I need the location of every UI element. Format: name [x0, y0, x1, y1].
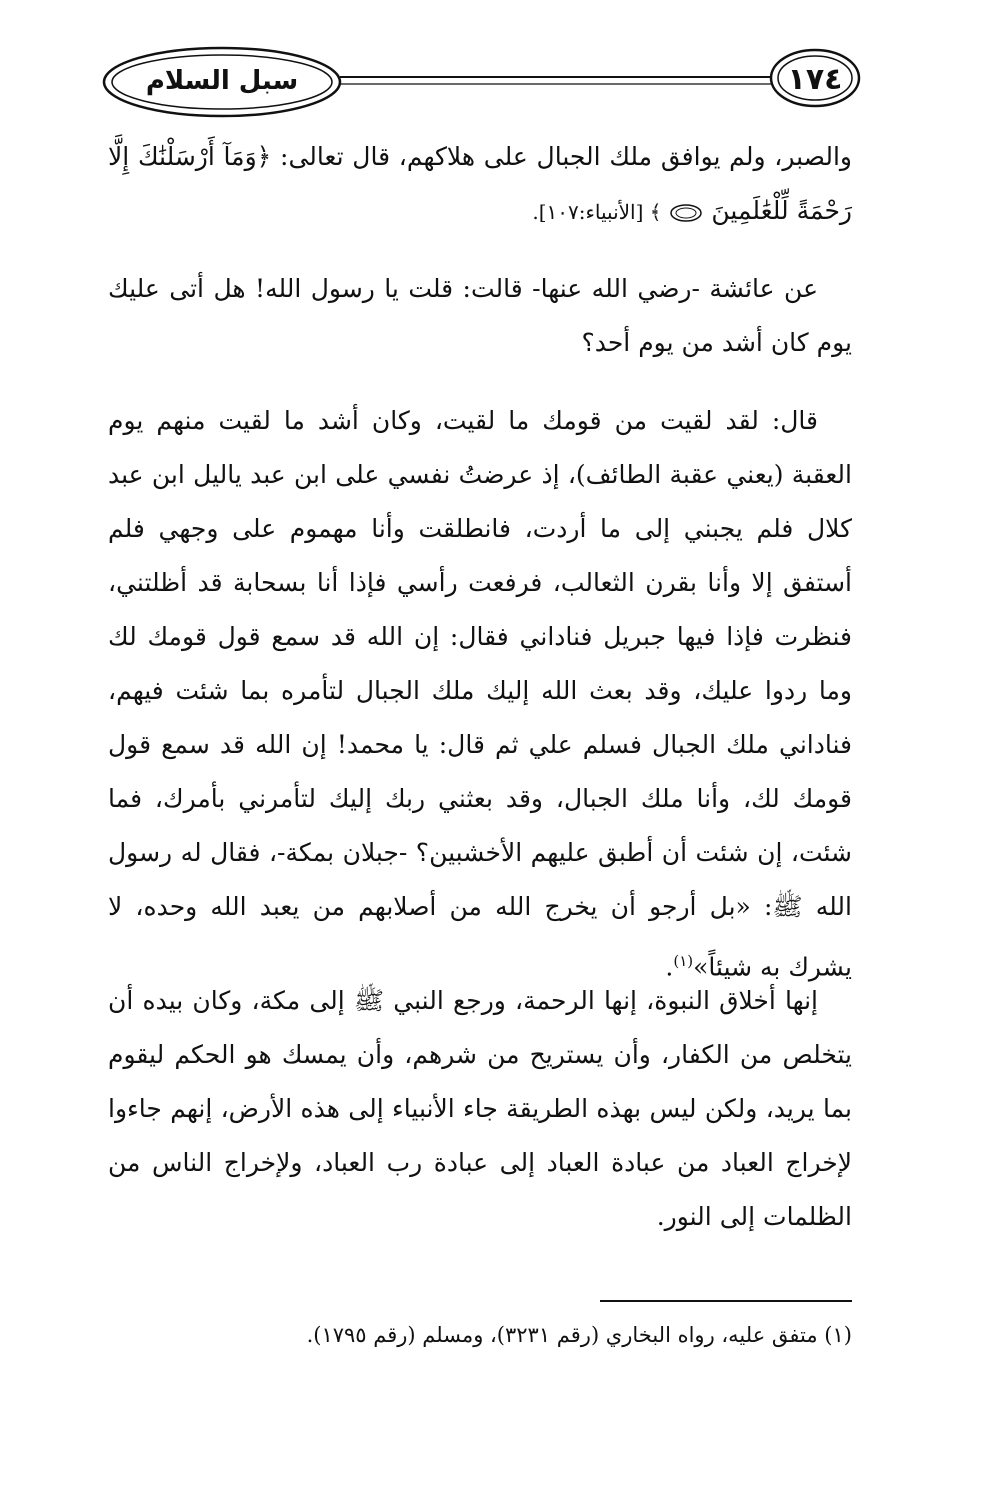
paragraph-quran-verse	[108, 130, 852, 239]
paragraph-text: عن عائشة -رضي الله عنها- قالت: قلت يا رسول الله! هل أتى عليك يوم كان أشد من يوم أحد؟	[108, 274, 852, 357]
paragraph-text: إنها أخلاق النبوة، إنها الرحمة، ورجع النبي ﷺ إلى مكة، وكان بيده أن يتخلص من الكفار، وأن يستريح من شرهم، وأن يمسك هو الحكم ليقوم بما يريد، ولكن ليس بهذه الطريقة جاء الأنبياء إلى هذه الأرض، إنهم جاءوا لإخراج العباد من عبادة العباد إلى عبادة رب العباد، ولإخراج الناس من الظلمات إلى النور.	[108, 986, 852, 1231]
verse-reference: ﴾ [الأنبياء:١٠٧].	[532, 200, 662, 224]
hadith-end: .	[665, 952, 674, 982]
book-title: سبل السلام	[145, 66, 299, 96]
hadith-text: قال: لقد لقيت من قومك ما لقيت، وكان أشد ما لقيت منهم يوم العقبة (يعني عقبة الطائف)، إذ عرضتُ نفسي على ابن عبد ياليل ابن عبد كلال فلم يجبني إلى ما أردت، فانطلقت وأنا مهموم على وجهي فلم أستفق إلا وأنا بقرن الثعالب، فرفعت رأسي فإذا أنا بسحابة قد أظلتني، فنظرت فإذا فيها جبريل فناداني فقال: إن الله قد سمع قول قومك لك وما ردوا عليك، وقد بعث الله إليك ملك الجبال لتأمره بما شئت فيهم، فناداني ملك الجبال فسلم علي ثم قال: يا محمد! إن الله قد سمع قول قومك لك، وأنا ملك الجبال، وقد بعثني ربك إليك لتأمرني بأمرك، فما شئت، إن شئت أن أطبق عليهم الأخشبين؟ -جبلان بمكة-، فقال له رسول الله ﷺ: «بل أرجو أن يخرج الله من أصلابهم من يعبد الله وحده، لا يشرك به شيئاً»	[108, 406, 852, 982]
page-header	[0, 0, 984, 140]
footnote-separator	[600, 1300, 852, 1302]
verse-number-ornament	[669, 203, 703, 223]
footnote: (١) متفق عليه، رواه البخاري (رقم ٣٢٣١)، ومسلم (رقم ١٧٩٥).	[306, 1323, 852, 1347]
verse-text: والصبر، ولم يوافق ملك الجبال على هلاكهم، قال تعالى: ﴿وَمَآ أَرْسَلْنَٰكَ إِلَّا رَحْمَةً لِّلْعَٰلَمِينَ	[108, 142, 852, 225]
paragraph-aisha-question	[108, 262, 852, 370]
paragraph-hadith	[108, 394, 852, 994]
page-number: ١٧٤	[787, 62, 843, 97]
footnote-marker[interactable]: (١)	[673, 952, 694, 970]
paragraph-commentary	[108, 974, 852, 1244]
